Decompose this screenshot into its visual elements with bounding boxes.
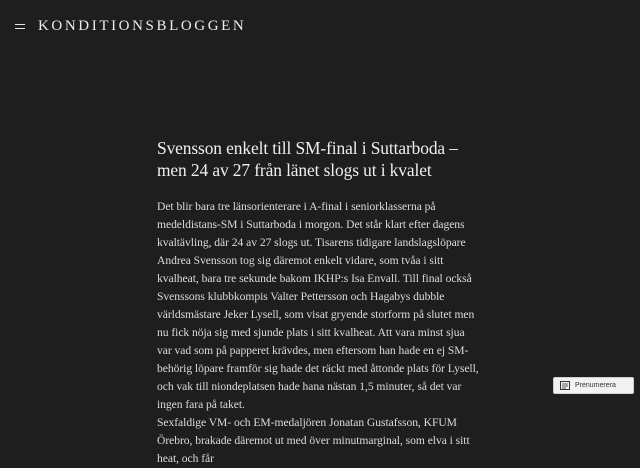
- blog-post: [157, 137, 482, 468]
- follow-button[interactable]: [553, 377, 634, 394]
- post-content: [157, 198, 482, 468]
- hamburger-icon[interactable]: [15, 23, 25, 30]
- post-paragraph: Det blir bara tre länsorienterare i A-final i seniorklasserna på medeldistans-SM i Suttarboda i morgon. Det står klart efter dagens kvaltävling, där 24 av 27 slogs ut. Tisarens tidigare landslagslöpare Andrea Svensson tog sig däremot enkelt vidare, som tvåa i sitt kvalheat, bara tre sekunde bakom IKHP:s Isa Envall. Till final också Svenssons klubbkompis Valter Pettersson och Hagabys dubble världsmästare Jeker Lysell, som visat gryende storform på slutet men nu fick nöja sig med sjunde plats i sitt kvalheat. Att vara minst sjua var vad som på papperet krävdes, men eftersom han hade en ej SM-behörig löpare framför sig hade det räckt med åttonde plats för Lysell, och vak till niondeplatsen hade hana nästan 1,5 minuter, så det var ingen fara på taket.: [157, 200, 479, 411]
- post-paragraph: Sexfaldige VM- och EM-medaljören Jonatan Gustafsson, KFUM Örebro, brakade däremot ut med över minutmarginal, som elva i sitt heat, och får: [157, 416, 470, 465]
- reader-follow-icon: [560, 381, 570, 390]
- follow-label: Prenumerera: [575, 382, 616, 389]
- post-title: Svensson enkelt till SM-final i Suttarboda – men 24 av 27 från länet slogs ut i kvalet: [157, 138, 458, 180]
- site-title[interactable]: KONDITIONSBLOGGEN: [38, 17, 247, 34]
- site-header: [15, 14, 246, 38]
